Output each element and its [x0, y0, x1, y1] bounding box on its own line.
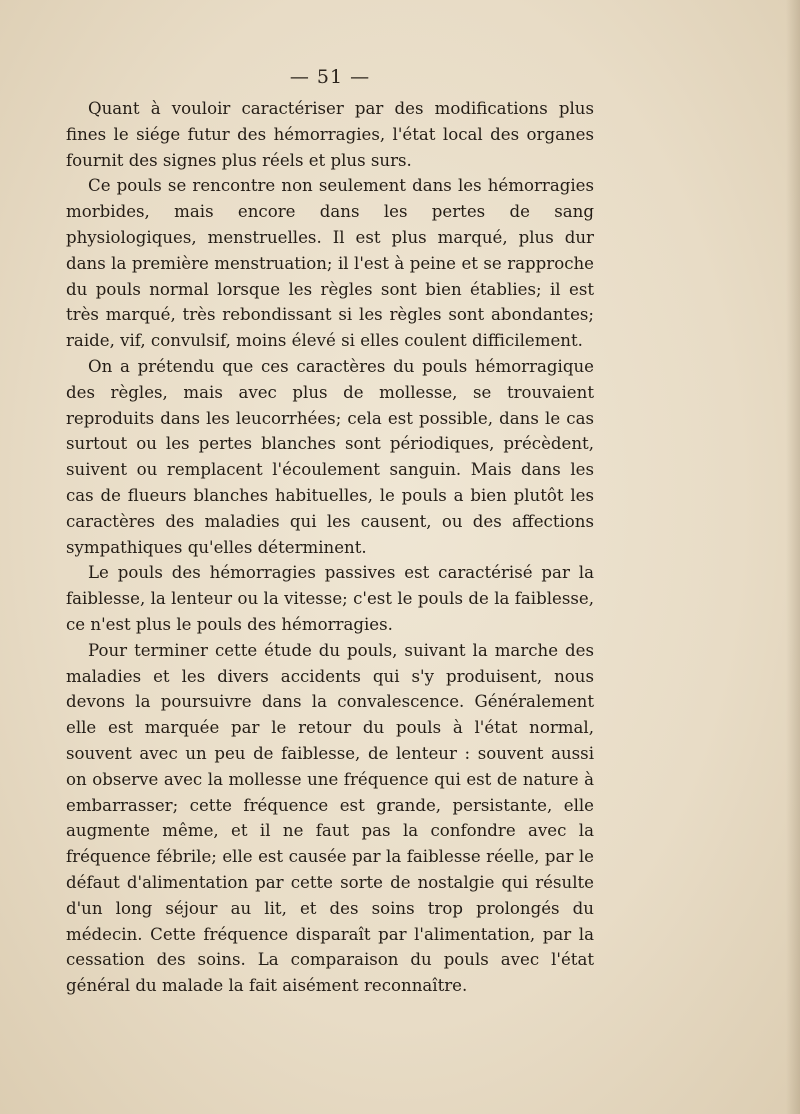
body-text	[66, 96, 594, 999]
page-number: — 51 —	[289, 66, 371, 88]
paragraph-5: Pour terminer cette étude du pouls, suivant la marche des maladies et les divers accidents qui s'y produisent, nous devons la poursuivre dans la convalescence. Généralement elle est marquée par le retour du pouls à l'état normal, souvent avec un peu de faiblesse, de lenteur : souvent aussi on observe avec la mollesse une fréquence qui est de nature à embarrasser; cette fréquence est grande, persistante, elle augmente même, et il ne faut pas la confondre avec la fréquence fébrile; elle est causée par la faiblesse réelle, par le défaut d'alimentation par cette sorte de nostalgie qui résulte d'un long séjour au lit, et des soins trop prolongés du médecin. Cette fréquence disparaît par l'alimentation, par la cessation des soins. La comparaison du pouls avec l'état général du malade la fait aisément reconnaître.	[66, 640, 594, 996]
paragraph-2: Ce pouls se rencontre non seulement dans les hémorragies morbides, mais encore dans les pertes de sang physiologiques, menstruelles. Il est plus marqué, plus dur dans la première menstruation; il l'est à peine et se rapproche du pouls normal lorsque les règles sont bien établies; il est très marqué, très rebondissant si les règles sont abondantes; raide, vif, convulsif, moins élevé si elles coulent difficilement.	[66, 176, 594, 351]
paragraph-4: Le pouls des hémorragies passives est caractérisé par la faiblesse, la lenteur ou la vitesse; c'est le pouls de la faiblesse, ce n'est plus le pouls des hémorragies.	[66, 563, 594, 634]
paragraph-3: On a prétendu que ces caractères du pouls hémorragique des règles, mais avec plus de mollesse, se trouvaient reproduits dans les leucorrhées; cela est possible, dans le cas surtout ou les pertes blanches sont périodiques, précèdent, suivent ou remplacent l'écoulement sanguin. Mais dans les cas de flueurs blanches habituelles, le pouls a bien plutôt les caractères des maladies qui les causent, ou des affections sympathiques qu'elles déterminent.	[66, 356, 594, 557]
paragraph-1: Quant à vouloir caractériser par des modifications plus fines le siége futur des hémorragies, l'état local des organes fournit des signes plus réels et plus surs.	[66, 99, 594, 170]
